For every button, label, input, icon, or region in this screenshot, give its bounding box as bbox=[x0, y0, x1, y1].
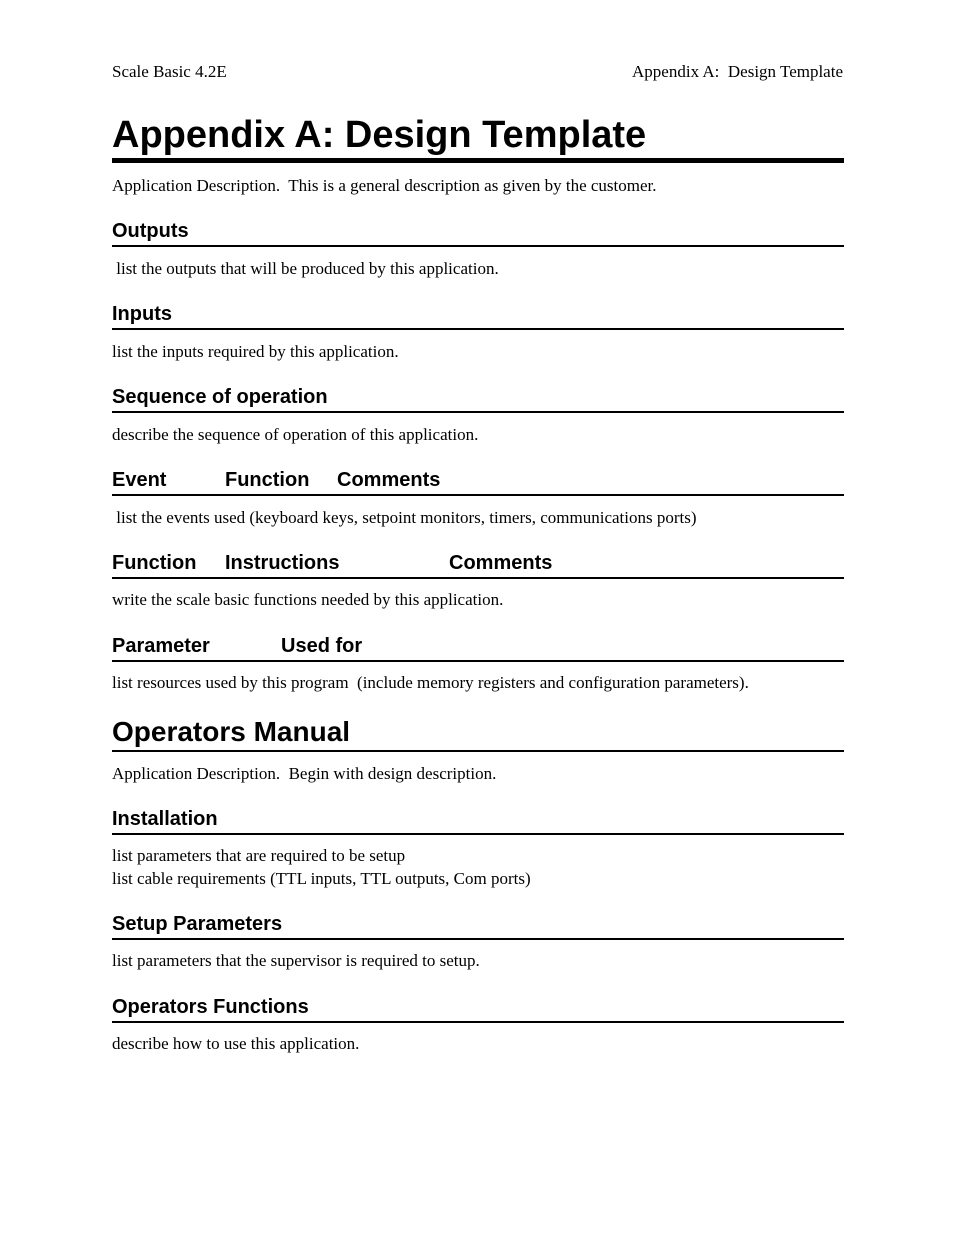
events-rule bbox=[112, 494, 844, 496]
events-col-comments: Comments bbox=[337, 469, 441, 491]
sequence-text: describe the sequence of operation of this application. bbox=[112, 425, 479, 444]
running-header bbox=[112, 62, 843, 84]
events-text: list the events used (keyboard keys, setpoint monitors, timers, communications ports) bbox=[112, 508, 697, 527]
installation-rule bbox=[112, 833, 844, 835]
parameters-text: list resources used by this program (include memory registers and configuration parameters). bbox=[112, 673, 749, 692]
functions-col-function: Function bbox=[112, 552, 197, 574]
operators-manual-rule bbox=[112, 750, 844, 752]
outputs-heading: Outputs bbox=[112, 220, 189, 242]
events-heading bbox=[112, 467, 844, 493]
events-col-function: Function bbox=[225, 469, 310, 491]
inputs-heading: Inputs bbox=[112, 303, 172, 325]
page-title: Appendix A: Design Template bbox=[112, 114, 647, 156]
parameters-heading bbox=[112, 633, 844, 659]
inputs-rule bbox=[112, 328, 844, 330]
setup-parameters-heading: Setup Parameters bbox=[112, 913, 283, 935]
functions-heading bbox=[112, 550, 844, 576]
sequence-rule bbox=[112, 411, 844, 413]
functions-col-comments: Comments bbox=[449, 552, 553, 574]
parameters-col-parameter: Parameter bbox=[112, 635, 210, 657]
functions-rule bbox=[112, 577, 844, 579]
title-rule bbox=[112, 158, 844, 163]
setup-parameters-text: list parameters that the supervisor is required to setup. bbox=[112, 951, 480, 970]
functions-text: write the scale basic functions needed by this application. bbox=[112, 590, 504, 609]
functions-col-instructions: Instructions bbox=[225, 552, 340, 574]
setup-parameters-rule bbox=[112, 938, 844, 940]
installation-heading: Installation bbox=[112, 808, 218, 830]
installation-line-1: list parameters that are required to be setup bbox=[112, 846, 406, 865]
events-col-event: Event bbox=[112, 469, 167, 491]
operators-functions-heading: Operators Functions bbox=[112, 996, 309, 1018]
header-product-name: Scale Basic 4.2E bbox=[112, 62, 227, 81]
sequence-heading: Sequence of operation bbox=[112, 386, 328, 408]
header-section-title: Appendix A: Design Template bbox=[632, 62, 843, 81]
operators-functions-rule bbox=[112, 1021, 844, 1023]
parameters-rule bbox=[112, 660, 844, 662]
outputs-rule bbox=[112, 245, 844, 247]
operators-manual-text: Application Description. Begin with design description. bbox=[112, 764, 497, 783]
intro-text: Application Description. This is a general description as given by the customer. bbox=[112, 176, 657, 195]
installation-line-2: list cable requirements (TTL inputs, TTL outputs, Com ports) bbox=[112, 869, 531, 888]
operators-manual-heading: Operators Manual bbox=[112, 716, 351, 747]
inputs-text: list the inputs required by this application. bbox=[112, 342, 399, 361]
outputs-text: list the outputs that will be produced by this application. bbox=[112, 259, 499, 278]
parameters-col-used-for: Used for bbox=[281, 635, 363, 657]
operators-functions-text: describe how to use this application. bbox=[112, 1034, 360, 1053]
